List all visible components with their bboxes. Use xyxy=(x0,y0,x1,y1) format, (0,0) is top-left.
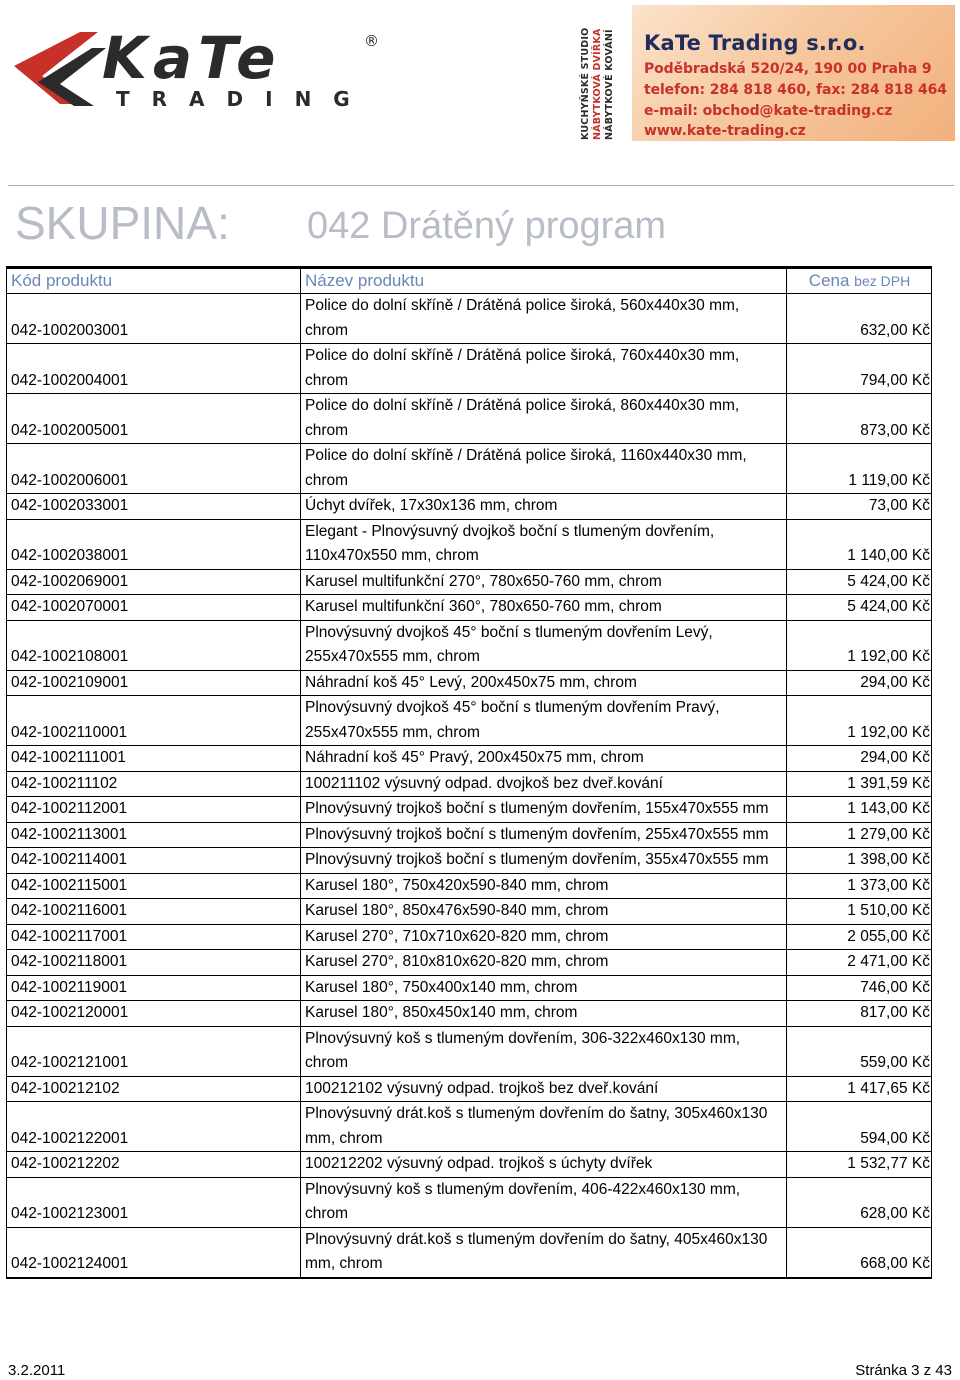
table-body xyxy=(7,294,932,1278)
product-code-cell: 042-1002117001 xyxy=(7,924,301,950)
table-row xyxy=(7,1001,932,1027)
table-row xyxy=(7,344,932,394)
product-price-cell: 628,00 Kč xyxy=(787,1177,932,1227)
product-code-cell: 042-1002003001 xyxy=(7,294,301,344)
product-code-cell: 042-1002121001 xyxy=(7,1026,301,1076)
product-price-cell: 294,00 Kč xyxy=(787,670,932,696)
table-row xyxy=(7,1227,932,1278)
product-name-cell: Úchyt dvířek, 17x30x136 mm, chrom xyxy=(301,494,787,520)
product-code-cell: 042-1002070001 xyxy=(7,595,301,621)
product-code-cell: 042-1002115001 xyxy=(7,873,301,899)
table-header-row xyxy=(7,268,932,294)
product-name-cell: Plnovýsuvný dvojkoš 45° boční s tlumeným dovřením Levý, 255x470x555 mm, chrom xyxy=(301,620,787,670)
footer-date: 3.2.2011 xyxy=(8,1362,66,1379)
table-row xyxy=(7,975,932,1001)
price-list-table xyxy=(6,266,932,1279)
table-row xyxy=(7,771,932,797)
product-name-cell: Karusel 270°, 710x710x620-820 mm, chrom xyxy=(301,924,787,950)
company-website[interactable]: www.kate-trading.cz xyxy=(644,123,806,139)
product-name-cell: Karusel 180°, 750x400x140 mm, chrom xyxy=(301,975,787,1001)
product-code-cell: 042-1002112001 xyxy=(7,797,301,823)
table-row xyxy=(7,797,932,823)
column-header-price xyxy=(787,268,932,294)
product-price-cell: 1 279,00 Kč xyxy=(787,822,932,848)
product-price-cell: 1 119,00 Kč xyxy=(787,444,932,494)
column-header-name: Název produktu xyxy=(301,268,787,294)
product-price-cell: 1 373,00 Kč xyxy=(787,873,932,899)
product-price-cell: 632,00 Kč xyxy=(787,294,932,344)
product-code-cell: 042-1002111001 xyxy=(7,746,301,772)
company-address: Poděbradská 520/24, 190 00 Praha 9 xyxy=(644,61,932,77)
product-price-cell: 5 424,00 Kč xyxy=(787,569,932,595)
product-name-cell: 100211102 výsuvný odpad. dvojkoš bez dveř.kování xyxy=(301,771,787,797)
table-row xyxy=(7,444,932,494)
product-price-cell: 1 417,65 Kč xyxy=(787,1076,932,1102)
table-row xyxy=(7,569,932,595)
product-name-cell: Police do dolní skříně / Drátěná police široká, 560x440x30 mm, chrom xyxy=(301,294,787,344)
product-price-cell: 1 192,00 Kč xyxy=(787,696,932,746)
header-divider xyxy=(8,185,954,186)
product-code-cell: 042-100211102 xyxy=(7,771,301,797)
product-name-cell: Plnovýsuvný drát.koš s tlumeným dovřením do šatny, 305x460x130 mm, chrom xyxy=(301,1102,787,1152)
table-row xyxy=(7,519,932,569)
kate-trading-logo xyxy=(12,26,392,110)
studio-band-line: KUCHYŇSKÉ STUDIO xyxy=(580,27,591,140)
product-code-cell: 042-1002033001 xyxy=(7,494,301,520)
product-code-cell: 042-1002004001 xyxy=(7,344,301,394)
product-code-cell: 042-1002006001 xyxy=(7,444,301,494)
product-price-cell: 73,00 Kč xyxy=(787,494,932,520)
product-price-cell: 2 471,00 Kč xyxy=(787,950,932,976)
product-name-cell: Karusel 270°, 810x810x620-820 mm, chrom xyxy=(301,950,787,976)
table-row xyxy=(7,899,932,925)
product-name-cell: Police do dolní skříně / Drátěná police široká, 860x440x30 mm, chrom xyxy=(301,394,787,444)
column-header-price-note: bez DPH xyxy=(854,273,911,289)
product-price-cell: 746,00 Kč xyxy=(787,975,932,1001)
table-row xyxy=(7,1152,932,1178)
product-name-cell: Náhradní koš 45° Levý, 200x450x75 mm, chrom xyxy=(301,670,787,696)
product-price-cell: 794,00 Kč xyxy=(787,344,932,394)
product-name-cell: Police do dolní skříně / Drátěná police široká, 1160x440x30 mm, chrom xyxy=(301,444,787,494)
product-price-cell: 817,00 Kč xyxy=(787,1001,932,1027)
table-row xyxy=(7,595,932,621)
table-row xyxy=(7,696,932,746)
logo-sub: TRADING xyxy=(116,87,372,110)
product-name-cell: 100212102 výsuvný odpad. trojkoš bez dveř.kování xyxy=(301,1076,787,1102)
product-price-cell: 668,00 Kč xyxy=(787,1227,932,1278)
product-code-cell: 042-1002124001 xyxy=(7,1227,301,1278)
company-info-box xyxy=(632,5,955,141)
product-name-cell: 100212202 výsuvný odpad. trojkoš s úchyty dvířek xyxy=(301,1152,787,1178)
table-row xyxy=(7,822,932,848)
product-code-cell: 042-1002118001 xyxy=(7,950,301,976)
table-row xyxy=(7,1102,932,1152)
product-price-cell: 559,00 Kč xyxy=(787,1026,932,1076)
product-name-cell: Plnovýsuvný trojkoš boční s tlumeným dovřením, 155x470x555 mm xyxy=(301,797,787,823)
footer-page-number: Stránka 3 z 43 xyxy=(855,1362,952,1379)
product-name-cell: Elegant - Plnovýsuvný dvojkoš boční s tlumeným dovřením, 110x470x550 mm, chrom xyxy=(301,519,787,569)
product-name-cell: Karusel multifunkční 270°, 780x650-760 mm, chrom xyxy=(301,569,787,595)
product-price-cell: 1 140,00 Kč xyxy=(787,519,932,569)
product-price-cell: 2 055,00 Kč xyxy=(787,924,932,950)
product-code-cell: 042-1002123001 xyxy=(7,1177,301,1227)
column-header-price-main: Cena xyxy=(808,271,850,290)
company-email[interactable]: e-mail: obchod@kate-trading.cz xyxy=(644,103,893,119)
table-row xyxy=(7,1177,932,1227)
table-row xyxy=(7,1026,932,1076)
table-row xyxy=(7,873,932,899)
product-name-cell: Plnovýsuvný koš s tlumeným dovřením, 306-322x460x130 mm, chrom xyxy=(301,1026,787,1076)
product-code-cell: 042-1002113001 xyxy=(7,822,301,848)
product-code-cell: 042-1002116001 xyxy=(7,899,301,925)
product-code-cell: 042-1002119001 xyxy=(7,975,301,1001)
product-price-cell: 1 391,59 Kč xyxy=(787,771,932,797)
table-row xyxy=(7,394,932,444)
logo-registered: ® xyxy=(364,32,379,50)
product-price-cell: 873,00 Kč xyxy=(787,394,932,444)
product-code-cell: 042-100212102 xyxy=(7,1076,301,1102)
table-row xyxy=(7,848,932,874)
product-name-cell: Plnovýsuvný koš s tlumeným dovřením, 406-422x460x130 mm, chrom xyxy=(301,1177,787,1227)
product-name-cell: Karusel 180°, 850x476x590-840 mm, chrom xyxy=(301,899,787,925)
table-row xyxy=(7,924,932,950)
group-label: SKUPINA: xyxy=(15,197,230,249)
product-code-cell: 042-1002069001 xyxy=(7,569,301,595)
product-price-cell: 1 192,00 Kč xyxy=(787,620,932,670)
column-header-code: Kód produktu xyxy=(7,268,301,294)
product-code-cell: 042-1002110001 xyxy=(7,696,301,746)
product-code-cell: 042-1002109001 xyxy=(7,670,301,696)
product-name-cell: Karusel 180°, 850x450x140 mm, chrom xyxy=(301,1001,787,1027)
product-code-cell: 042-1002005001 xyxy=(7,394,301,444)
studio-band xyxy=(570,12,625,140)
group-title: 042 Drátěný program xyxy=(307,205,667,247)
company-name: KaTe Trading s.r.o. xyxy=(644,31,866,55)
logo-brand: KaTe xyxy=(102,26,282,92)
product-price-cell: 594,00 Kč xyxy=(787,1102,932,1152)
table-row xyxy=(7,746,932,772)
product-price-cell: 1 510,00 Kč xyxy=(787,899,932,925)
table-row xyxy=(7,670,932,696)
product-code-cell: 042-1002108001 xyxy=(7,620,301,670)
product-price-cell: 1 143,00 Kč xyxy=(787,797,932,823)
product-name-cell: Plnovýsuvný trojkoš boční s tlumeným dovřením, 255x470x555 mm xyxy=(301,822,787,848)
product-price-cell: 5 424,00 Kč xyxy=(787,595,932,621)
product-name-cell: Náhradní koš 45° Pravý, 200x450x75 mm, chrom xyxy=(301,746,787,772)
product-code-cell: 042-100212202 xyxy=(7,1152,301,1178)
product-name-cell: Karusel 180°, 750x420x590-840 mm, chrom xyxy=(301,873,787,899)
product-price-cell: 1 532,77 Kč xyxy=(787,1152,932,1178)
table-row xyxy=(7,950,932,976)
product-code-cell: 042-1002114001 xyxy=(7,848,301,874)
product-name-cell: Plnovýsuvný drát.koš s tlumeným dovřením do šatny, 405x460x130 mm, chrom xyxy=(301,1227,787,1278)
product-price-cell: 1 398,00 Kč xyxy=(787,848,932,874)
product-name-cell: Police do dolní skříně / Drátěná police široká, 760x440x30 mm, chrom xyxy=(301,344,787,394)
table-row xyxy=(7,1076,932,1102)
product-price-cell: 294,00 Kč xyxy=(787,746,932,772)
studio-band-line: NÁBYTKOVÁ DVÍŘKA xyxy=(592,28,603,140)
product-name-cell: Plnovýsuvný dvojkoš 45° boční s tlumeným dovřením Pravý, 255x470x555 mm, chrom xyxy=(301,696,787,746)
product-code-cell: 042-1002122001 xyxy=(7,1102,301,1152)
product-name-cell: Plnovýsuvný trojkoš boční s tlumeným dovřením, 355x470x555 mm xyxy=(301,848,787,874)
company-phone: telefon: 284 818 460, fax: 284 818 464 xyxy=(644,82,947,98)
product-code-cell: 042-1002038001 xyxy=(7,519,301,569)
product-name-cell: Karusel multifunkční 360°, 780x650-760 mm, chrom xyxy=(301,595,787,621)
table-row xyxy=(7,294,932,344)
table-row xyxy=(7,494,932,520)
product-code-cell: 042-1002120001 xyxy=(7,1001,301,1027)
table-row xyxy=(7,620,932,670)
studio-band-line: NÁBYTKOVÉ KOVÁNÍ xyxy=(604,29,615,140)
